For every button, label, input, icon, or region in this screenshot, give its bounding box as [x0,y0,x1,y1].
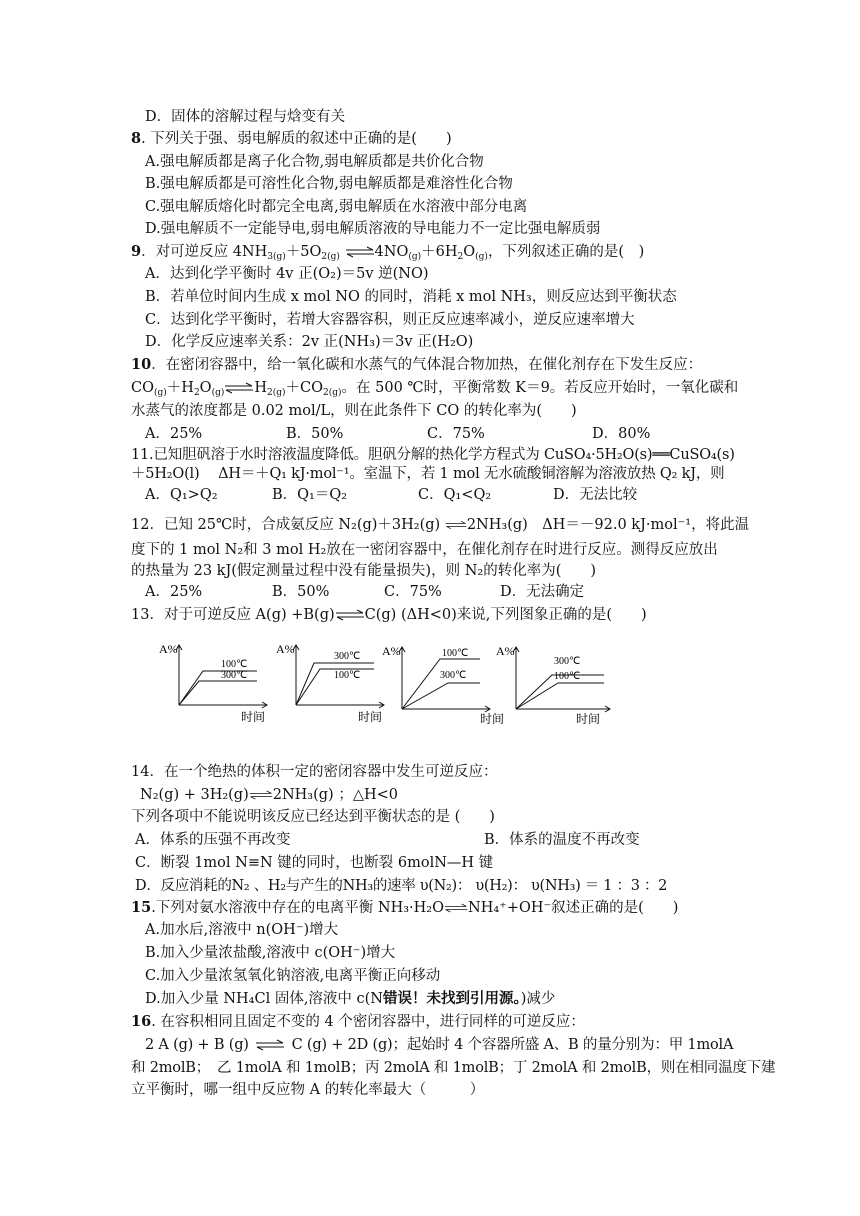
q15-text-post: NH₄⁺+OH⁻叙述正确的是( ) [468,900,679,916]
temp-label-100: 100℃ [554,671,581,682]
q10-option-b: B．50% [286,426,344,442]
q9-stem: 9．对可逆反应 $4NH_{3(g)}+5O_{2(g)}$ $4NO_{(g)}+6H_2O_{(g)}$，下列叙述正确的是( ) [131,243,645,262]
equilibrium-arrow-icon [444,902,468,914]
q10-option-d: D．80% [592,426,651,442]
q10-text-3: 水蒸气的浓度都是 0.02 mol/L，则在此条件下 CO 的转化率为( ) [131,403,577,419]
x-axis-label: 时间 [480,712,505,726]
q14-option-a: A．体系的压强不再改变 [135,832,291,848]
graph-d [492,637,622,727]
q15-text-pre: .下列对氨水溶液中存在的电离平衡 NH₃·H₂O [151,900,445,916]
q11-option-b: B．Q₁＝Q₂ [272,487,348,503]
q13-stem [131,605,647,625]
q9-option-b: B．若单位时间内生成 x mol NO 的同时，消耗 x mol NH₃，则反应达到平衡状态 [145,289,677,305]
equilibrium-arrow-icon [249,789,273,801]
q15-option-c: C.加入少量浓氢氧化钠溶液,电离平衡正向移动 [145,968,441,984]
q15-stem [131,898,678,918]
q12-stem [131,515,749,535]
q16-stem-4: 立平衡时，哪一组中反应物 A 的转化率最大（ ） [131,1082,485,1098]
graph-a [155,637,275,727]
q14-stem-2: 下列各项中不能说明该反应已经达到平衡状态的是 ( ) [131,809,495,825]
q16-eq-pre: 2 A (g) + B (g) [145,1037,249,1053]
q13-text-post: C(g) (ΔH<0)来说,下列图象正确的是( ) [364,607,647,623]
q15d-post: )减少 [520,991,556,1007]
q11-option-c: C．Q₁<Q₂ [418,487,492,503]
q15d-error: 错误！未找到引用源。 [383,990,521,1007]
q14-eq-post: 2NH₃(g) ；△H<0 [272,787,398,803]
graph-c [378,637,505,727]
q14-option-b: B．体系的温度不再改变 [484,832,640,848]
temp-label-300: 300℃ [440,670,467,681]
y-axis-label: A% [496,644,515,658]
equilibrium-arrow-icon [253,1039,287,1051]
q12-option-c: C．75% [384,584,442,600]
q14-eq-pre: N₂(g) + 3H₂(g) [140,787,249,803]
q9-option-a: A．达到化学平衡时 4v 正(O₂)＝5v 逆(NO) [145,266,429,282]
q9-number: 9 [131,243,142,260]
q10-reaction: $CO_{(g)}+H_2O_{(g)}$ $H_{2(g)}+CO_{2(g)}$。在 500 ℃时，平衡常数 K＝9。若反应开始时，一氧化碳和 [131,380,739,398]
q10-stem [131,355,702,375]
q12-text-pre: 12．已知 25℃时，合成氨反应 N₂(g)＋3H₂(g) [131,517,441,533]
q10-number: 10 [131,356,152,373]
q8-number: 8 [131,130,142,147]
q10-option-a: A．25% [145,426,203,442]
q13-text-pre: 13．对于可逆反应 A(g) +B(g) [131,607,335,623]
q16-text: . 在容积相同且固定不变的 4 个密闭容器中，进行同样的可逆反应： [151,1014,585,1030]
q11-stem: 11.已知胆矾溶于水时溶液温度降低。胆矾分解的热化学方程式为 CuSO₄·5H₂O(s)══CuSO₄(s) [131,447,735,463]
equilibrium-arrow-icon [445,519,467,531]
q12-option-b: B．50% [272,584,330,600]
q11-option-a: A．Q₁>Q₂ [145,487,218,503]
x-axis-label: 时间 [241,710,266,724]
q12-stem-2: 度下的 1 mol N₂和 3 mol H₂放在一密闭容器中，在催化剂存在时进行反应。测得反应放出 [131,542,718,558]
equilibrium-arrow-icon [345,246,375,258]
q10-text-2: 。在 500 ℃时，平衡常数 K＝9。若反应开始时，一氧化碳和 [341,380,739,396]
y-axis-label: A% [276,642,295,656]
q10-option-c: C．75% [427,426,485,442]
q15-option-d [145,989,555,1009]
temp-label-300: 300℃ [221,670,248,681]
temp-label-100: 100℃ [334,670,361,681]
q16-stem-3: 和 2molB； 乙 1molA 和 1molB；丙 2molA 和 1molB；丁 2molA 和 2molB，则在相同温度下建 [131,1060,776,1076]
q9-option-d: D．化学反应速率关系：2v 正(NH₃)＝3v 正(H₂O) [145,334,474,350]
q9-text-post: ，下列叙述正确的是( ) [487,244,645,260]
temp-label-100: 100℃ [442,648,469,659]
q8-option-d: D.强电解质不一定能导电,弱电解质溶液的导电能力不一定比强电解质弱 [145,221,601,237]
q8-option-a: A.强电解质都是离子化合物,弱电解质都是共价化合物 [145,154,484,170]
q7-option-d: D．固体的溶解过程与焓变有关 [145,109,346,125]
temp-label-300: 300℃ [554,656,581,667]
q16-reaction [145,1035,733,1055]
q11-option-d: D．无法比较 [553,487,638,503]
q8-text: . 下列关于强、弱电解质的叙述中正确的是( ) [141,131,452,147]
q16-eq-post: C (g) + 2D (g)；起始时 4 个容器所盛 A、B 的量分别为：甲 1molA [291,1037,734,1053]
q15-option-b: B.加入少量浓盐酸,溶液中 c(OH⁻)增大 [145,945,396,961]
q14-stem: 14．在一个绝热的体积一定的密闭容器中发生可逆反应： [131,764,498,780]
temp-label-100: 100℃ [221,659,248,670]
q8-option-c: C.强电解质熔化时都完全电离,弱电解质在水溶液中部分电离 [145,199,528,215]
x-axis-label: 时间 [358,710,383,724]
q16-stem [131,1012,585,1032]
q11-stem-2: ＋5H₂O(l) ΔH＝＋Q₁ kJ·mol⁻¹。室温下，若 1 mol 无水硫酸铜溶解为溶液放热 Q₂ kJ，则 [131,466,725,482]
q16-number: 16 [131,1013,152,1030]
equilibrium-arrow-icon [224,382,254,394]
temp-label-300: 300℃ [334,651,361,662]
q8-stem [131,129,452,149]
q12-option-a: A．25% [145,584,203,600]
q12-stem-3: 的热量为 23 kJ(假定测量过程中没有能量损失)，则 N₂的转化率为( ) [131,563,597,579]
q14-option-d: D．反应消耗的N₂ 、H₂与产生的NH₃的速率 υ(N₂)： υ(H₂)： υ(NH₃) ＝ 1 ：3 ：2 [135,878,668,894]
y-axis-label: A% [382,644,401,658]
q10-text: ．在密闭容器中，给一氧化碳和水蒸气的气体混合物加热，在催化剂存在下发生反应： [151,357,703,373]
graph-b [272,637,392,727]
q14-option-c: C．断裂 1mol N≡N 键的同时，也断裂 6molN—H 键 [135,855,494,871]
x-axis-label: 时间 [576,712,601,726]
q9-option-c: C．达到化学平衡时，若增大容器容积，则正反应速率减小，逆反应速率增大 [145,312,635,328]
q15-number: 15 [131,899,152,916]
q15-option-a: A.加水后,溶液中 n(OH⁻)增大 [145,922,339,938]
y-axis-label: A% [159,642,178,656]
equilibrium-arrow-icon [335,609,365,621]
q8-option-b: B.强电解质都是可溶性化合物,弱电解质都是难溶性化合物 [145,176,513,192]
q15d-pre: D.加入少量 NH₄Cl 固体,溶液中 c(N [145,991,383,1007]
q12-option-d: D．无法确定 [500,584,585,600]
q12-text-post: 2NH₃(g) ΔH＝－92.0 kJ·mol⁻¹，将此温 [466,517,750,533]
q14-reaction [140,785,398,805]
q9-text-pre: ．对可逆反应 4NH [141,244,268,260]
